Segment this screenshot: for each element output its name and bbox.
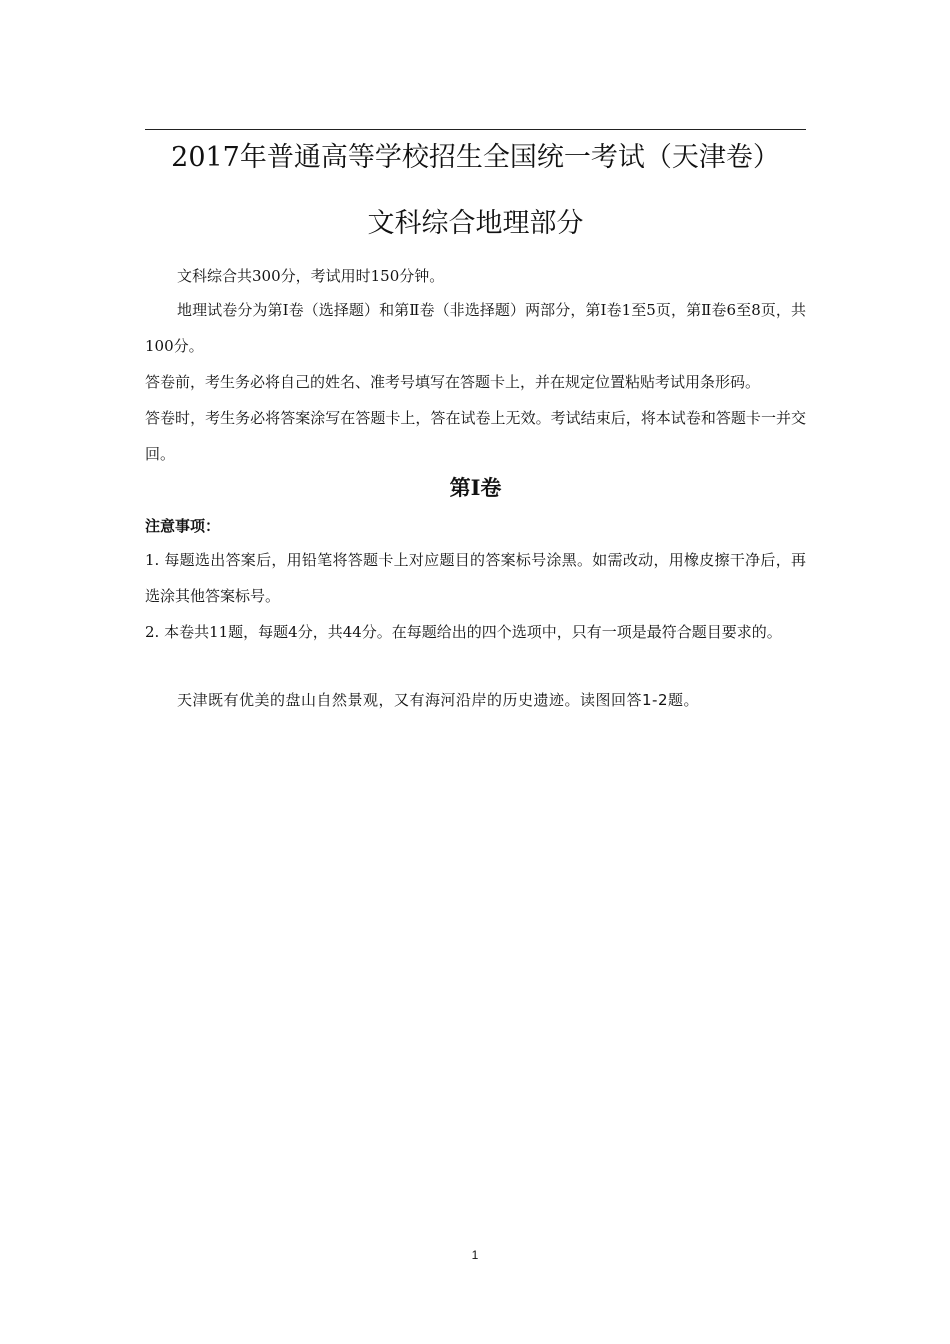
header-rule [145, 129, 806, 130]
notice-heading: 注意事项： [145, 517, 221, 535]
exam-subtitle: 文科综合地理部分 [367, 208, 584, 239]
notice-item-1: 1. 每题选出答案后，用铅笔将答题卡上对应题目的答案标号涂黑。如需改动，用橡皮擦干净后，再选涂其他答案标号。 [145, 551, 806, 605]
exam-title: 2017年普通高等学校招生全国统一考试（天津卷） [171, 142, 780, 173]
paragraph-before-answering: 答卷前，考生务必将自己的姓名、准考号填写在答题卡上，并在规定位置粘贴考试用条形码。 [145, 373, 761, 391]
section-title: 第Ⅰ卷 [449, 475, 502, 500]
paragraph-score-time: 文科综合共300分，考试用时150分钟。 [177, 267, 445, 285]
page-number: 1 [471, 1248, 479, 1262]
notice-item-2: 2. 本卷共11题，每题4分，共44分。在每题给出的四个选项中，只有一项是最符合题目要求的。 [145, 623, 782, 641]
paragraph-while-answering: 答卷时，考生务必将答案涂写在答题卡上，答在试卷上无效。考试结束后，将本试卷和答题卡一并交回。 [145, 409, 806, 463]
question-intro: 天津既有优美的盘山自然景观，又有海河沿岸的历史遗迹。读图回答1-2题。 [177, 691, 700, 709]
paragraph-paper-structure: 地理试卷分为第Ⅰ卷（选择题）和第Ⅱ卷（非选择题）两部分，第Ⅰ卷1至5页，第Ⅱ卷6至8页，共100分。 [145, 301, 806, 355]
